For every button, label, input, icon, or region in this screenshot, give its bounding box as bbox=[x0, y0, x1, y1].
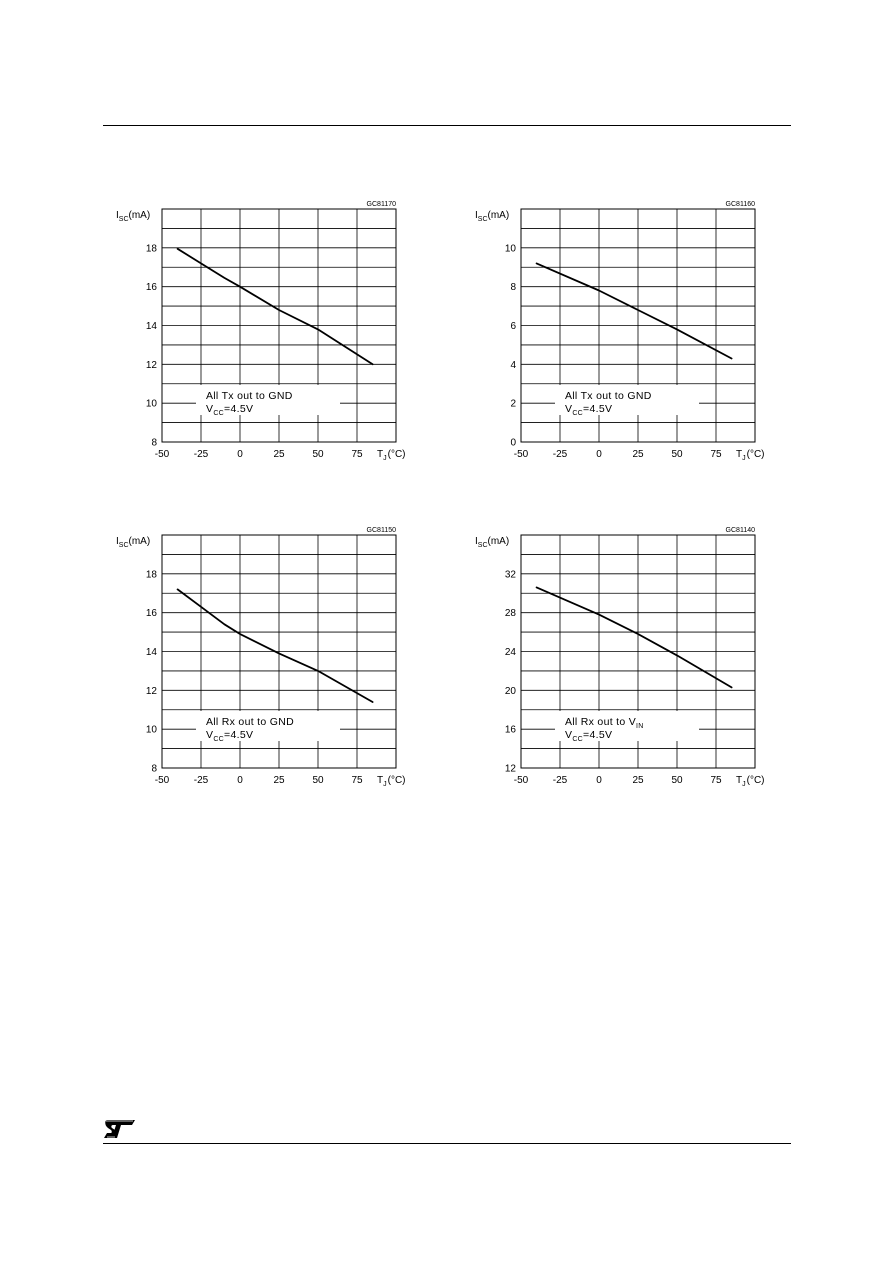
y-tick-label: 14 bbox=[145, 647, 157, 658]
x-tick-label: -25 bbox=[193, 449, 209, 460]
y-tick-label: 20 bbox=[504, 685, 516, 697]
x-axis-label-sub: J bbox=[383, 455, 387, 462]
y-axis-label bbox=[475, 536, 509, 549]
y-tick-label: 8 bbox=[510, 282, 516, 294]
x-axis-label bbox=[736, 775, 765, 788]
x-tick-label: 50 bbox=[671, 449, 683, 460]
chart-isc-rx-vin bbox=[470, 522, 780, 792]
x-tick-label: -25 bbox=[552, 775, 568, 786]
y-tick-label: 14 bbox=[145, 321, 157, 332]
x-tick-label: 75 bbox=[351, 775, 363, 786]
annotation-line1-sub: IN bbox=[636, 723, 644, 730]
y-tick-label: 8 bbox=[151, 437, 157, 449]
y-axis-label bbox=[475, 210, 509, 223]
x-tick-label: -25 bbox=[552, 449, 568, 460]
y-tick-label: 0 bbox=[510, 437, 516, 449]
annotation-vcc-main: V bbox=[206, 403, 214, 415]
x-axis-label-main: T bbox=[377, 449, 384, 460]
y-tick-label: 18 bbox=[145, 243, 157, 255]
x-tick-label: 0 bbox=[596, 449, 602, 460]
y-axis-label-main: I bbox=[116, 210, 119, 221]
y-tick-labels bbox=[146, 569, 158, 774]
x-tick-label: 75 bbox=[351, 449, 363, 460]
y-tick-label: 12 bbox=[145, 359, 157, 371]
x-tick-label: -50 bbox=[513, 449, 529, 460]
y-tick-label: 2 bbox=[510, 398, 516, 410]
x-tick-label: 25 bbox=[632, 449, 644, 460]
x-tick-labels bbox=[155, 449, 363, 460]
y-axis-label-main: I bbox=[475, 210, 478, 221]
y-tick-label: 32 bbox=[504, 569, 516, 581]
x-tick-label: -50 bbox=[154, 449, 170, 460]
annotation-line2 bbox=[565, 729, 612, 743]
annotation-vcc-value: =4.5V bbox=[583, 729, 613, 741]
x-axis-label-main: T bbox=[736, 449, 743, 460]
annotation-line1-main: All Rx out to V bbox=[565, 716, 637, 728]
series-line bbox=[537, 587, 732, 687]
y-tick-label: 28 bbox=[504, 608, 516, 620]
y-tick-label: 4 bbox=[510, 359, 516, 371]
y-tick-label: 6 bbox=[510, 321, 516, 332]
x-axis-label-unit: (°C) bbox=[387, 449, 406, 460]
chart-isc-tx-gnd-2 bbox=[470, 196, 780, 466]
footer-rule bbox=[103, 1143, 791, 1144]
x-tick-labels bbox=[514, 449, 722, 460]
header-rule bbox=[103, 125, 791, 126]
annotation-line1: All Rx out to GND bbox=[206, 716, 294, 728]
x-axis-label-unit: (°C) bbox=[746, 775, 765, 786]
annotation-line1 bbox=[565, 716, 644, 730]
annotation-vcc-value: =4.5V bbox=[224, 729, 254, 741]
annotation-vcc-main: V bbox=[206, 729, 214, 741]
annotation-vcc-value: =4.5V bbox=[224, 403, 254, 415]
x-tick-label: 25 bbox=[273, 449, 285, 460]
annotation-line1: All Tx out to GND bbox=[565, 390, 652, 402]
y-axis-label bbox=[116, 210, 150, 223]
annotation-line2 bbox=[206, 729, 253, 743]
st-logo-icon bbox=[103, 1118, 137, 1140]
y-tick-label: 16 bbox=[145, 608, 157, 620]
annotation-line1: All Tx out to GND bbox=[206, 390, 293, 402]
y-axis-label-unit: (mA) bbox=[128, 210, 151, 221]
y-axis-label-main: I bbox=[475, 536, 478, 547]
chart-isc-tx-gnd bbox=[111, 196, 421, 466]
series-line bbox=[178, 589, 373, 702]
x-tick-label: 0 bbox=[237, 775, 243, 786]
annotation-vcc-sub: CC bbox=[572, 410, 584, 417]
y-axis-label-sub: SC bbox=[477, 216, 488, 223]
y-axis-label-unit: (mA) bbox=[487, 536, 510, 547]
x-tick-label: 25 bbox=[632, 775, 644, 786]
series-line bbox=[178, 249, 373, 364]
x-tick-label: 0 bbox=[596, 775, 602, 786]
y-axis-label-sub: SC bbox=[118, 542, 129, 549]
series-line bbox=[537, 263, 732, 358]
y-tick-labels bbox=[505, 569, 517, 774]
y-tick-label: 12 bbox=[145, 685, 157, 697]
y-tick-label: 18 bbox=[145, 569, 157, 581]
x-axis-label-main: T bbox=[736, 775, 743, 786]
x-tick-label: 25 bbox=[273, 775, 285, 786]
x-tick-label: 50 bbox=[312, 449, 324, 460]
x-axis-label bbox=[377, 449, 406, 462]
y-tick-label: 10 bbox=[145, 398, 157, 410]
figure-code: GC81150 bbox=[366, 527, 396, 534]
x-tick-label: -50 bbox=[513, 775, 529, 786]
x-axis-label bbox=[736, 449, 765, 462]
y-tick-label: 12 bbox=[504, 763, 516, 775]
figure-code: GC81160 bbox=[725, 201, 755, 208]
x-tick-label: 75 bbox=[710, 449, 722, 460]
y-tick-label: 10 bbox=[145, 724, 157, 736]
y-tick-labels bbox=[505, 243, 517, 448]
x-tick-label: 50 bbox=[671, 775, 683, 786]
y-axis-label-sub: SC bbox=[118, 216, 129, 223]
annotation-vcc-sub: CC bbox=[213, 736, 225, 743]
y-axis-label-unit: (mA) bbox=[487, 210, 510, 221]
x-tick-label: -25 bbox=[193, 775, 209, 786]
x-axis-label-sub: J bbox=[742, 781, 746, 788]
y-axis-label bbox=[116, 536, 150, 549]
annotation-vcc-main: V bbox=[565, 729, 573, 741]
y-tick-label: 16 bbox=[504, 724, 516, 736]
annotation-line2 bbox=[565, 403, 612, 417]
y-tick-label: 10 bbox=[504, 243, 516, 255]
x-tick-label: -50 bbox=[154, 775, 170, 786]
x-axis-label-unit: (°C) bbox=[746, 449, 765, 460]
x-tick-label: 50 bbox=[312, 775, 324, 786]
annotation-line2 bbox=[206, 403, 253, 417]
x-tick-label: 0 bbox=[237, 449, 243, 460]
figure-code: GC81140 bbox=[725, 527, 755, 534]
x-axis-label-sub: J bbox=[383, 781, 387, 788]
y-axis-label-unit: (mA) bbox=[128, 536, 151, 547]
annotation-vcc-sub: CC bbox=[213, 410, 225, 417]
x-tick-label: 75 bbox=[710, 775, 722, 786]
annotation-vcc-main: V bbox=[565, 403, 573, 415]
y-tick-labels bbox=[146, 243, 158, 448]
y-tick-label: 16 bbox=[145, 282, 157, 294]
x-axis-label-main: T bbox=[377, 775, 384, 786]
y-axis-label-main: I bbox=[116, 536, 119, 547]
figure-code: GC81170 bbox=[366, 201, 396, 208]
x-axis-label-unit: (°C) bbox=[387, 775, 406, 786]
annotation-vcc-value: =4.5V bbox=[583, 403, 613, 415]
annotation-vcc-sub: CC bbox=[572, 736, 584, 743]
x-axis-label bbox=[377, 775, 406, 788]
x-axis-label-sub: J bbox=[742, 455, 746, 462]
y-tick-label: 24 bbox=[504, 647, 516, 658]
y-axis-label-sub: SC bbox=[477, 542, 488, 549]
x-tick-labels bbox=[155, 775, 363, 786]
chart-isc-rx-gnd bbox=[111, 522, 421, 792]
y-tick-label: 8 bbox=[151, 763, 157, 775]
x-tick-labels bbox=[514, 775, 722, 786]
